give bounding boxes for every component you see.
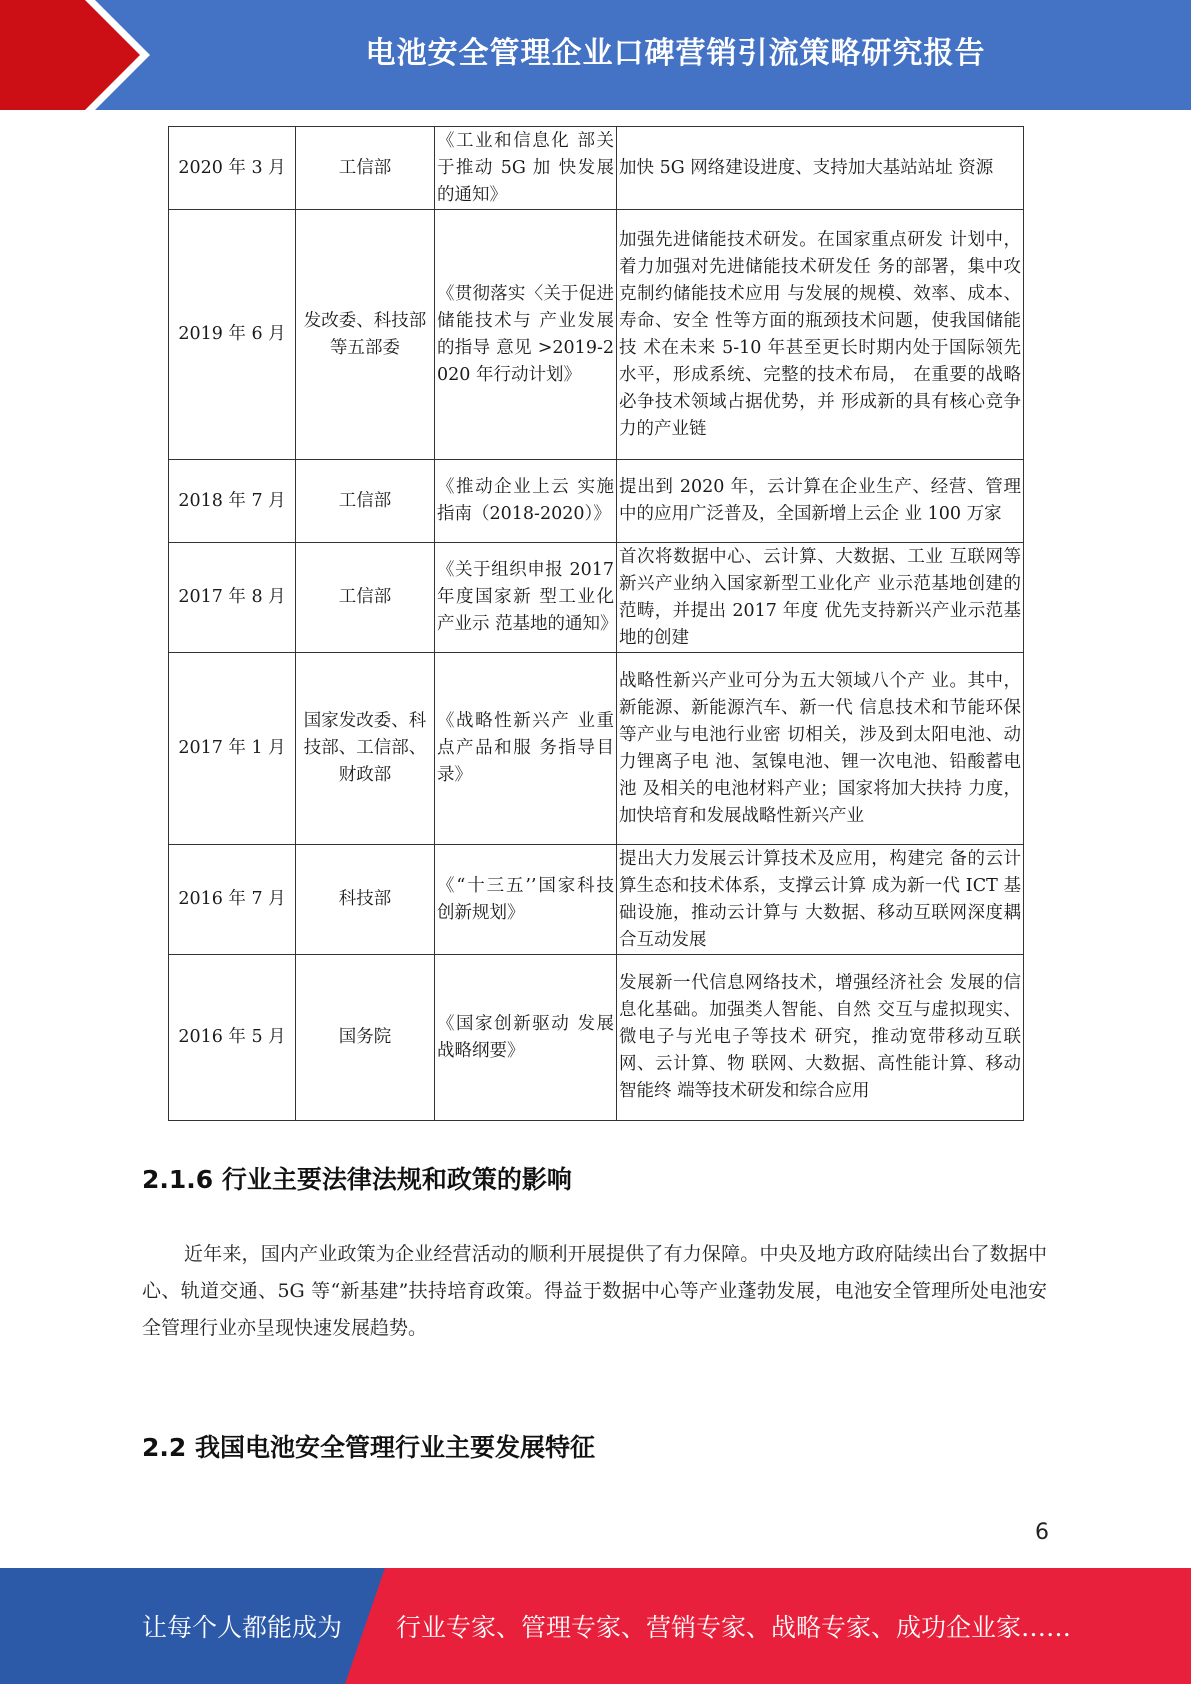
table-row [169,460,1024,543]
policy-date: 2016 年 7 月 [169,845,296,955]
policy-dept: 国务院 [296,955,435,1121]
table-row [169,653,1024,845]
policy-dept: 发改委、科技部等五部委 [296,210,435,460]
policy-document: 《战略性新兴产 业重点产品和服 务指导目录》 [435,653,617,845]
policy-content: 首次将数据中心、云计算、大数据、工业 互联网等新兴产业纳入国家新型工业化产 业示范基地创建的范畴，并提出 2017 年度 优先支持新兴产业示范基地的创建 [617,543,1024,653]
page-header [0,0,1191,110]
table-row [169,127,1024,210]
policy-document: 《工业和信息化 部关于推动 5G 加 快发展的通知》 [435,127,617,210]
policy-document: 《关于组织申报 2017 年度国家新 型工业化产业示 范基地的通知》 [435,543,617,653]
page-footer [0,1568,1191,1684]
section-heading-2-2: 2.2 我国电池安全管理行业主要发展特征 [142,1433,595,1462]
footer-slogan-left: 让每个人都能成为 [142,1613,343,1642]
table-row [169,845,1024,955]
section-paragraph: 近年来，国内产业政策为企业经营活动的顺利开展提供了有力保障。中央及地方政府陆续出台了数据中心、轨道交通、5G 等“新基建”扶持培育政策。得益于数据中心等产业蓬勃发展，电池安全管理所处电池安全管理行业亦呈现快速发展趋势。 [142,1243,1047,1339]
policy-content: 加快 5G 网络建设进度、支持加大基站站址 资源 [617,127,1024,210]
policy-document: 《推动企业上云 实施指南（2018-2020）》 [435,460,617,543]
header-red-arrow [0,0,150,110]
table-row [169,955,1024,1121]
policy-content: 提出大力发展云计算技术及应用，构建完 备的云计算生态和技术体系，支撑云计算 成为新一代 ICT 基础设施，推动云计算与 大数据、移动互联网深度耦合互动发展 [617,845,1024,955]
page-number: 6 [1035,1520,1049,1545]
policy-dept: 国家发改委、科技部、工信部、财政部 [296,653,435,845]
policy-date: 2018 年 7 月 [169,460,296,543]
policy-date: 2017 年 1 月 [169,653,296,845]
policy-dept: 工信部 [296,460,435,543]
policy-date: 2019 年 6 月 [169,210,296,460]
policy-dept: 工信部 [296,543,435,653]
policy-dept: 工信部 [296,127,435,210]
policy-content: 发展新一代信息网络技术，增强经济社会 发展的信息化基础。加强类人智能、自然 交互与虚拟现实、微电子与光电子等技术 研究，推动宽带移动互联网、云计算、物 联网、大数据、高性能计算、移动智能终 端等技术研发和综合应用 [617,955,1024,1121]
policy-document: 《“十三五’’国家科技创新规划》 [435,845,617,955]
table-row [169,543,1024,653]
policy-document: 《国家创新驱动 发展战略纲要》 [435,955,617,1121]
policy-content: 加强先进储能技术研发。在国家重点研发 计划中，着力加强对先进储能技术研发任 务的部署，集中攻克制约储能技术应用 与发展的规模、效率、成本、寿命、安全 性等方面的瓶颈技术问题，使我国储能技 术在未来 5-10 年甚至更长时期内处于国际领先水平，形成系统、完整的技术布局， 在重要的战略必争技术领域占据优势，并 形成新的具有核心竞争力的产业链 [617,210,1024,460]
policy-content: 提出到 2020 年，云计算在企业生产、经营、管理中的应用广泛普及，全国新增上云企 业 100 万家 [617,460,1024,543]
footer-slogan-right: 行业专家、管理专家、营销专家、战略专家、成功企业家…… [396,1613,1072,1642]
policy-dept: 科技部 [296,845,435,955]
report-title: 电池安全管理企业口碑营销引流策略研究报告 [365,36,986,71]
policy-content: 战略性新兴产业可分为五大领域八个产 业。其中，新能源、新能源汽车、新一代 信息技术和节能环保等产业与电池行业密 切相关，涉及到太阳电池、动力锂离子电 池、氢镍电池、锂一次电池、铅酸蓄电池 及相关的电池材料产业；国家将加大扶持 力度，加快培育和发展战略性新兴产业 [617,653,1024,845]
table-row [169,210,1024,460]
policy-table [168,126,1024,1121]
policy-date: 2017 年 8 月 [169,543,296,653]
section-heading-2-1-6: 2.1.6 行业主要法律法规和政策的影响 [142,1165,572,1194]
policy-date: 2020 年 3 月 [169,127,296,210]
policy-document: 《贯彻落实〈关于促进储能技术与 产业发展的指导 意见 >2019-2020 年行动计划》 [435,210,617,460]
policy-date: 2016 年 5 月 [169,955,296,1121]
